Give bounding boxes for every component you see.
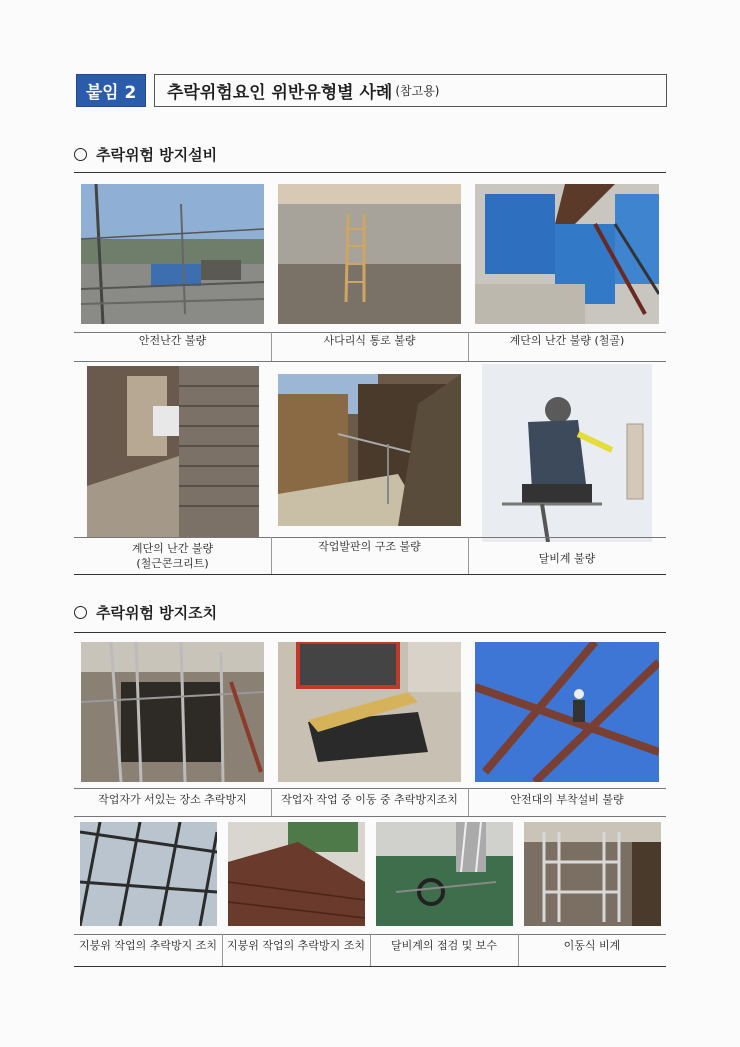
photo-cell xyxy=(74,816,222,968)
gondola-inspection-photo xyxy=(376,822,513,926)
section2-row-rule xyxy=(74,816,666,817)
caption: 지붕위 작업의 추락방지 조치 xyxy=(226,938,365,952)
roof-work-photo-2 xyxy=(228,822,365,926)
photo-cell xyxy=(370,816,518,968)
work-platform-photo xyxy=(278,374,461,526)
section1-caption-rule xyxy=(74,332,666,333)
caption-two-line xyxy=(81,538,264,574)
caption: 계단의 난간 불량 xyxy=(131,542,214,555)
photo-cell xyxy=(468,176,666,362)
section2-heading xyxy=(74,602,217,623)
photo-cell xyxy=(271,176,468,362)
page-title: 추락위험요인 위반유형별 사례 xyxy=(167,83,393,103)
section2-bottom-rule xyxy=(74,966,666,967)
photo-cell xyxy=(271,362,468,574)
caption: 사다리식 통로 불량 xyxy=(323,334,416,347)
caption-divider xyxy=(468,537,469,574)
caption: 지붕위 작업의 추락방지 조치 xyxy=(78,938,217,952)
caption: 작업자 작업 중 이동 중 추락방지조치 xyxy=(281,792,458,806)
caption: 이동식 비계 xyxy=(563,938,621,952)
photo-cell xyxy=(74,636,271,816)
section2-caption-rule xyxy=(74,788,666,789)
photo-cell xyxy=(74,176,271,362)
caption-divider xyxy=(468,332,469,361)
caption: 달비계 불량 xyxy=(538,551,596,565)
steel-stair-railing-photo xyxy=(475,184,659,324)
caption: 계단의 난간 불량 (철골) xyxy=(509,334,625,347)
page-title-suffix: (참고용) xyxy=(395,84,440,98)
ladder-passage-photo xyxy=(278,184,461,324)
page-title-box xyxy=(154,74,667,107)
section1-top-rule xyxy=(74,172,666,173)
caption-divider xyxy=(468,788,469,816)
section1-heading xyxy=(74,144,217,165)
caption-divider xyxy=(370,934,371,966)
section2-title: 추락위험 방지조치 xyxy=(96,604,218,622)
photo-cell xyxy=(271,636,468,816)
safety-belt-anchorage-photo xyxy=(475,642,659,782)
photo-cell xyxy=(222,816,370,968)
safety-railing-photo xyxy=(81,184,264,324)
caption: 안전난간 불량 xyxy=(138,334,207,347)
photo-cell xyxy=(468,636,666,816)
concrete-stair-railing-photo xyxy=(87,366,259,538)
section2-grid xyxy=(74,636,666,968)
caption: 달비계의 점검 및 보수 xyxy=(390,938,498,952)
section1-grid xyxy=(74,176,666,574)
section1-title: 추락위험 방지설비 xyxy=(96,146,218,164)
roof-work-photo-1 xyxy=(80,822,217,926)
opening-cover-photo xyxy=(278,642,461,782)
section1-row-rule xyxy=(74,361,666,362)
circle-bullet-icon xyxy=(74,148,87,161)
standing-area-fall-prevention-photo xyxy=(81,642,264,782)
caption: 안전대의 부착설비 불량 xyxy=(510,792,624,806)
document-header xyxy=(76,74,667,107)
mobile-scaffold-photo xyxy=(524,822,661,926)
caption: 작업자가 서있는 장소 추락방지 xyxy=(98,792,247,806)
caption: 작업발판의 구조 불량 xyxy=(318,539,421,553)
caption-divider xyxy=(518,934,519,966)
circle-bullet-icon xyxy=(74,606,87,619)
caption-divider xyxy=(271,332,272,361)
caption-divider xyxy=(222,934,223,966)
section1-caption-rule xyxy=(74,537,666,538)
suspended-scaffold-photo xyxy=(482,364,652,542)
photo-cell xyxy=(468,362,666,574)
caption-subline: (철근콘크리트) xyxy=(136,557,209,570)
photo-cell xyxy=(74,362,271,574)
appendix-badge: 붙임 2 xyxy=(76,74,146,107)
caption-divider xyxy=(271,537,272,574)
section1-bottom-rule xyxy=(74,574,666,575)
caption-divider xyxy=(271,788,272,816)
photo-cell xyxy=(518,816,666,968)
section2-top-rule xyxy=(74,632,666,633)
